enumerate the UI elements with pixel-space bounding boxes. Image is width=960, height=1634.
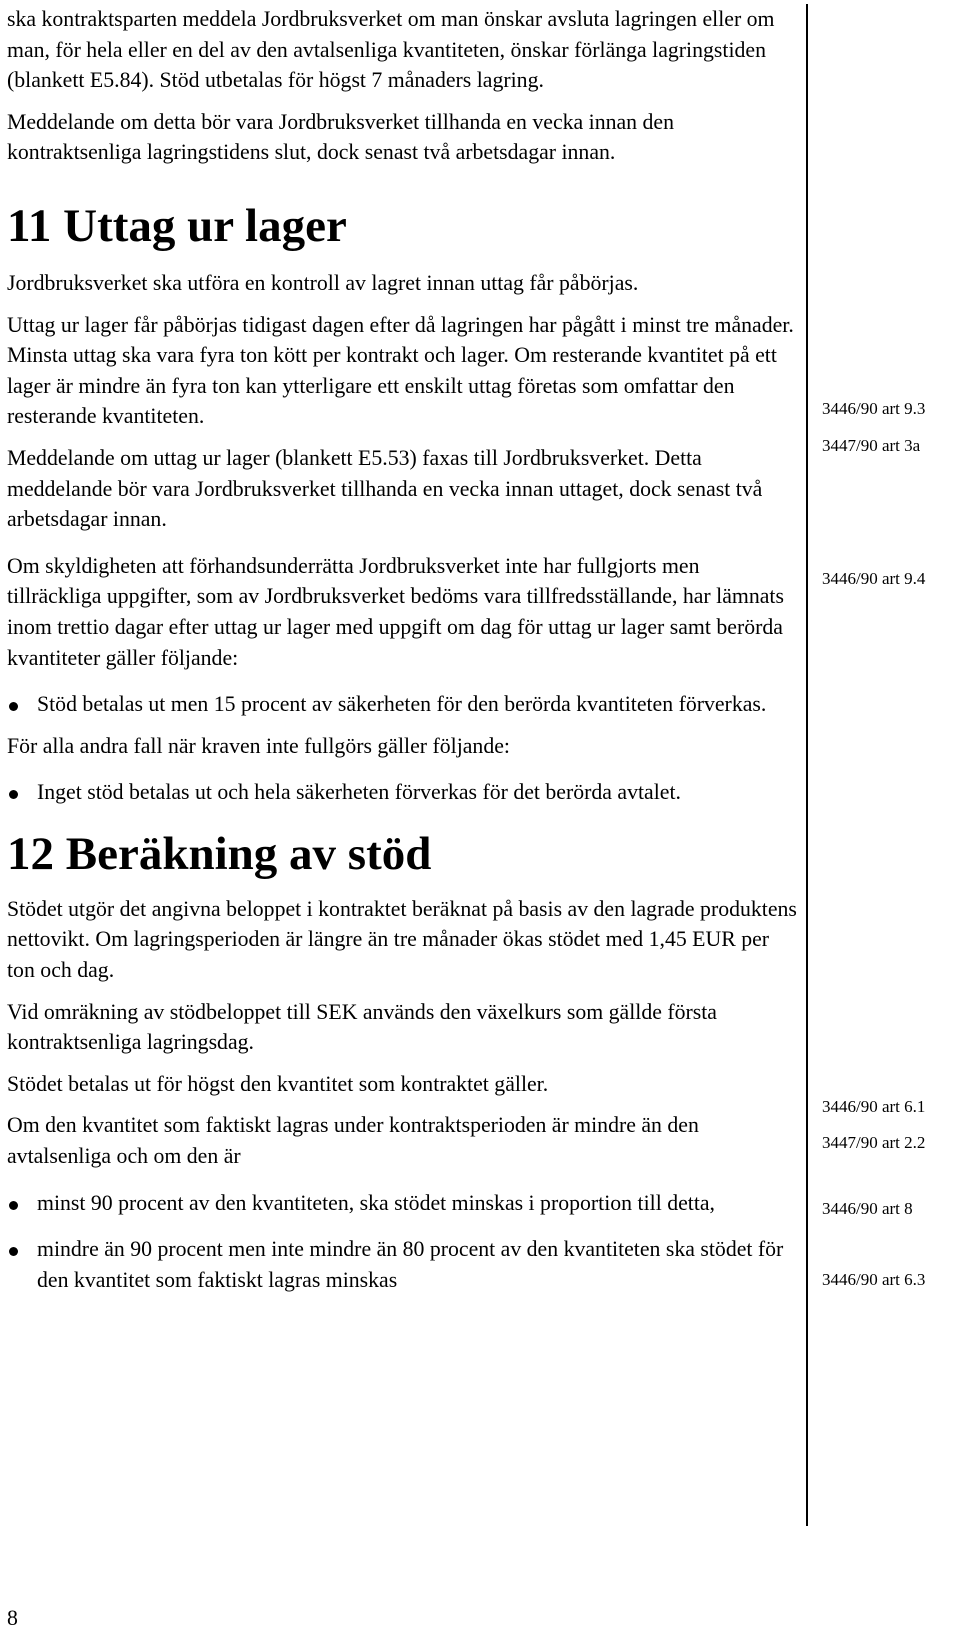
paragraph: Om den kvantitet som faktiskt lagras under kontraktsperioden är mindre än den avtalsenliga och om den är xyxy=(7,1113,699,1169)
bullet-item xyxy=(7,1234,797,1295)
section-heading-11: 11 Uttag ur lager xyxy=(7,199,347,252)
bullet-icon xyxy=(9,790,18,799)
paragraph: För alla andra fall när kraven inte fullgörs gäller följande: xyxy=(7,733,510,758)
bullet-text: Stöd betalas ut men 15 procent av säkerheten för den berörda kvantiteten förverkas. xyxy=(37,692,767,717)
paragraph: Meddelande om detta bör vara Jordbruksverket tillhanda en vecka innan den kontraktsenliga lagringstidens slut, dock senast två arbetsdagar innan. xyxy=(7,109,674,165)
margin-divider-line xyxy=(806,4,808,1526)
paragraph: Vid omräkning av stödbeloppet till SEK används den växelkurs som gällde första kontraktsenliga lagringsdag. xyxy=(7,999,717,1055)
bullet-item xyxy=(7,777,797,808)
paragraph: Stödet betalas ut för högst den kvantitet som kontraktet gäller. xyxy=(7,1071,549,1096)
legal-reference: 3447/90 art 2.2 xyxy=(822,1133,926,1152)
legal-reference: 3447/90 art 3a xyxy=(822,436,921,455)
paragraph: Jordbruksverket ska utföra en kontroll av lagret innan uttag får påbörjas. xyxy=(7,270,639,295)
paragraph: Stödet utgör det angivna beloppet i kontraktet beräknat på basis av den lagrade produktens nettovikt. Om lagringsperioden är längre än tre månader ökas stödet med 1,45 EUR per ton och dag. xyxy=(7,896,797,983)
page-number: 8 xyxy=(7,1606,18,1630)
bullet-text: minst 90 procent av den kvantiteten, ska stödet minskas i proportion till detta, xyxy=(37,1190,716,1215)
bullet-icon xyxy=(9,1247,18,1256)
bullet-icon xyxy=(9,1201,18,1210)
legal-reference: 3446/90 art 6.3 xyxy=(822,1270,926,1289)
legal-reference: 3446/90 art 6.1 xyxy=(822,1097,926,1116)
section-heading-12: 12 Beräkning av stöd xyxy=(7,827,432,880)
paragraph: Uttag ur lager får påbörjas tidigast dagen efter då lagringen har pågått i minst tre månader. Minsta uttag ska vara fyra ton kött per kontrakt och lager. Om resterande kvantitet på ett lager är mindre än fyra ton kan ytterligare ett enskilt uttag företas som omfattar den resterande kvantiteten. xyxy=(7,312,794,429)
paragraph: Om skyldigheten att förhandsunderrätta Jordbruksverket inte har fullgjorts men tillräckliga uppgifter, som av Jordbruksverket bedöms vara tillfredsställande, har lämnats inom trettio dagar efter uttag ur lager med uppgift om dag för uttag ur lager samt berörda kvantiteter gäller följande: xyxy=(7,553,784,670)
main-text-column xyxy=(7,4,797,1295)
bullet-text: mindre än 90 procent men inte mindre än 80 procent av den kvantiteten ska stödet för den kvantitet som faktiskt lagras minskas xyxy=(37,1237,784,1292)
bullet-item xyxy=(7,689,797,720)
legal-reference: 3446/90 art 8 xyxy=(822,1199,913,1218)
bullet-icon xyxy=(9,702,18,711)
bullet-text: Inget stöd betalas ut och hela säkerheten förverkas för det berörda avtalet. xyxy=(37,780,681,805)
bullet-item xyxy=(7,1188,797,1219)
paragraph: Meddelande om uttag ur lager (blankett E5.53) faxas till Jordbruksverket. Detta meddelande bör vara Jordbruksverket tillhanda en vecka innan uttaget, dock senast två arbetsdagar innan. xyxy=(7,445,763,532)
paragraph: ska kontraktsparten meddela Jordbruksverket om man önskar avsluta lagringen eller om man, för hela eller en del av den avtalsenliga kvantiteten, önskar förlänga lagringstiden (blankett E5.84). Stöd utbetalas för högst 7 månaders lagring. xyxy=(7,7,775,93)
legal-reference: 3446/90 art 9.3 xyxy=(822,399,926,418)
legal-reference: 3446/90 art 9.4 xyxy=(822,569,926,588)
